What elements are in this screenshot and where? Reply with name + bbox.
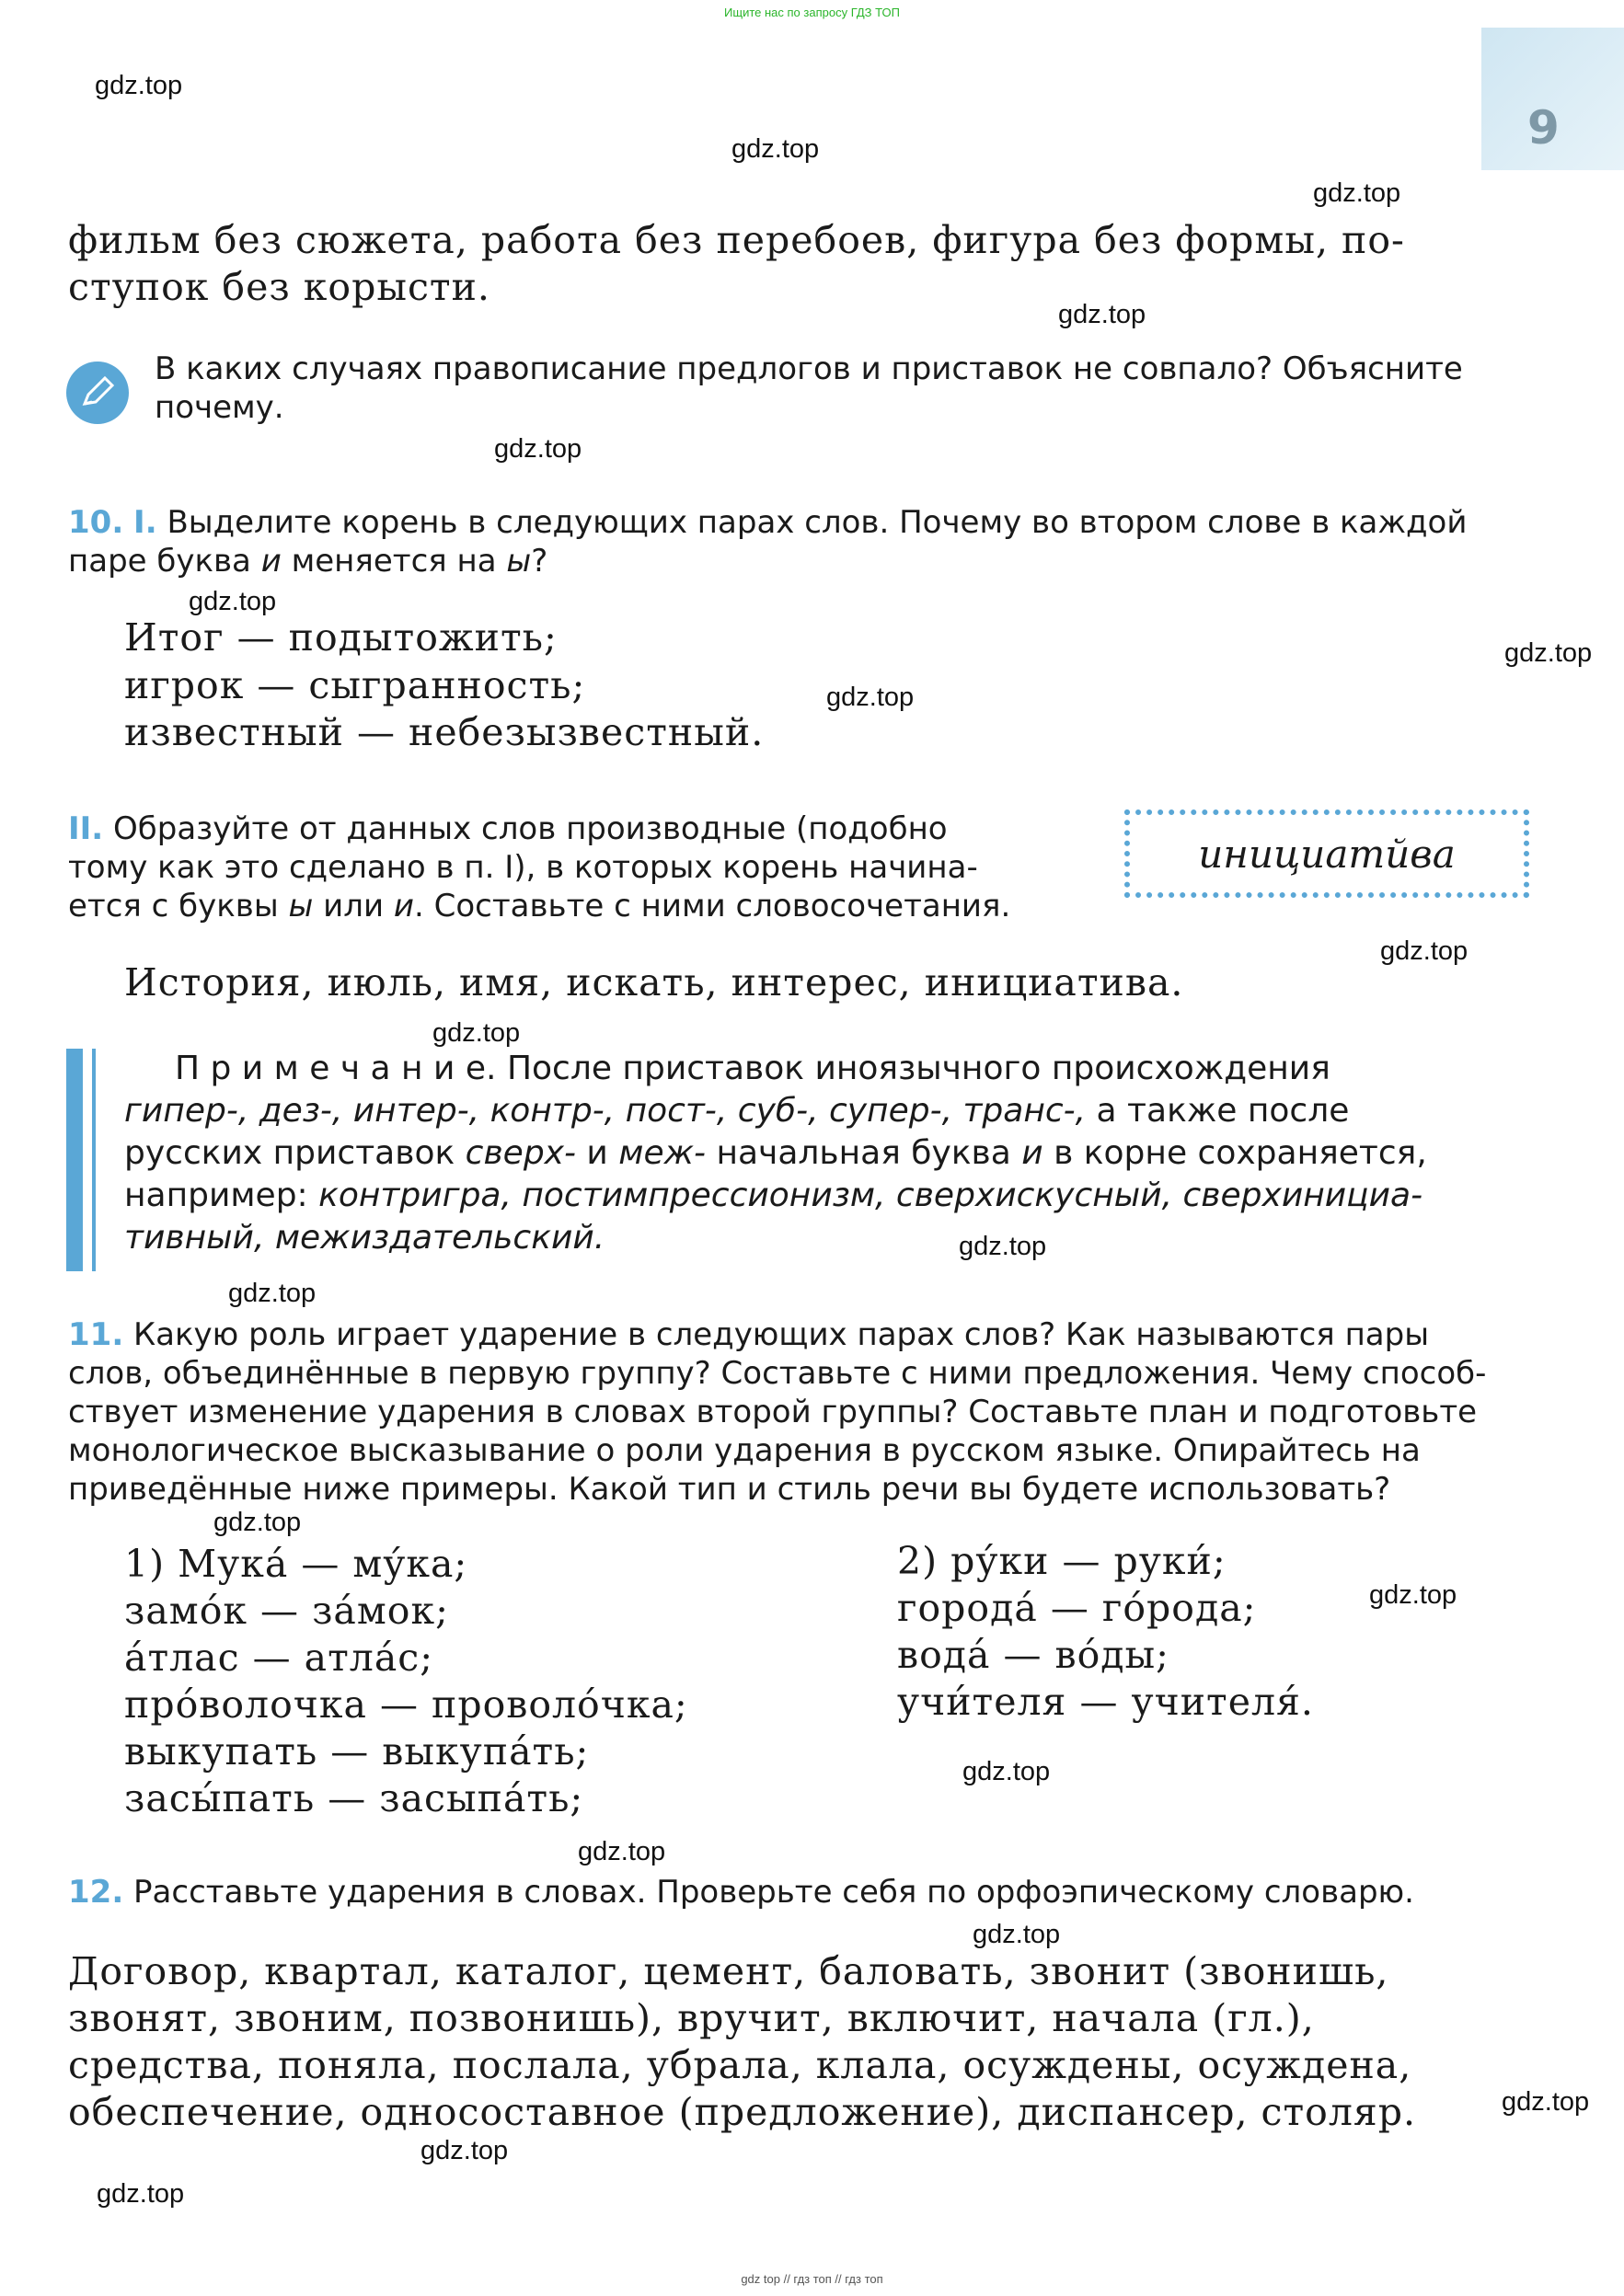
ex10-words: История, июль, имя, искать, интерес, инициатива. [124, 960, 1184, 1004]
page-number: 9 [1527, 101, 1560, 155]
vocabulary-word: инициатйва [1198, 832, 1456, 877]
intro-line: фильм без сюжета, работа без перебоев, фигура без формы, по- [68, 218, 1405, 262]
intro-line: ступок без корысти. [68, 265, 490, 309]
bottom-note: gdz top // гдз топ // гдз топ [741, 2272, 883, 2286]
watermark: gdz.top [826, 683, 915, 712]
watermark: gdz.top [731, 134, 820, 164]
ex12-line: звонят, звоним, позвонишь), вручит, включит, начала (гл.), [68, 1996, 1315, 2040]
ex11-number: 11. [68, 1316, 124, 1353]
watermark: gdz.top [962, 1757, 1051, 1786]
stress-pair: города́ — го́рода; [897, 1586, 1257, 1630]
ex10-part2-line: тому как это сделано в п. I), в которых корень начина- [68, 849, 978, 886]
stress-pair: 1) Мука́ — му́ка; [124, 1542, 468, 1586]
ex12-line: средства, поняла, послала, убрала, клала, осуждены, осуждена, [68, 2043, 1412, 2087]
note-line: русских приставок сверх- и меж- начальная буква и в корне сохраняется, [124, 1134, 1427, 1172]
question-line: почему. [155, 389, 284, 426]
ex12-line: обеспечение, односоставное (предложение), диспансер, столяр. [68, 2090, 1417, 2134]
note-line: П р и м е ч а н и е. После приставок иноязычного происхождения [175, 1050, 1330, 1087]
ex10-part2-marker: II. [68, 810, 104, 847]
watermark: gdz.top [1380, 936, 1469, 966]
ex11-line: ствует изменение ударения в словах второй группы? Составьте план и подготовьте [68, 1394, 1478, 1430]
ex10-part1-marker: I. [133, 504, 157, 541]
ex10-number: 10. [68, 504, 124, 541]
watermark: gdz.top [1502, 2087, 1590, 2117]
stress-pair: а́тлас — атла́с; [124, 1636, 434, 1680]
watermark: gdz.top [432, 1018, 521, 1048]
watermark: gdz.top [420, 2136, 509, 2165]
watermark: gdz.top [959, 1232, 1047, 1261]
word-pair: Итог — подытожить; [124, 615, 558, 660]
vocabulary-box [1124, 809, 1529, 898]
watermark: gdz.top [1504, 638, 1593, 668]
stress-pair: выкупать — выкупа́ть; [124, 1729, 590, 1774]
word-pair: игрок — сыгранность; [124, 663, 586, 707]
ex11-line: слов, объединённые в первую группу? Составьте с ними предложения. Чему способ- [68, 1355, 1487, 1392]
watermark: gdz.top [213, 1508, 302, 1537]
ex12-line: Договор, квартал, каталог, цемент, баловать, звонит (звонишь, [68, 1949, 1389, 1993]
note-bar [66, 1049, 83, 1271]
stress-pair: замо́к — за́мок; [124, 1589, 449, 1633]
watermark: gdz.top [1313, 178, 1401, 208]
watermark: gdz.top [189, 587, 277, 616]
ex10-part1-text: Выделите корень в следующих парах слов. Почему во втором слове в каждой [167, 504, 1468, 541]
watermark: gdz.top [973, 1920, 1061, 1949]
stress-pair: засы́пать — засыпа́ть; [124, 1776, 584, 1820]
note-line: тивный, межиздательский. [124, 1219, 605, 1257]
watermark: gdz.top [228, 1279, 317, 1308]
top-note: Ищите нас по запросу ГДЗ ТОП [724, 6, 900, 19]
stress-pair: про́волочка — проволо́чка; [124, 1682, 688, 1727]
ex10-part2-line: II. Образуйте от данных слов производные (подобно [68, 810, 948, 847]
question-line: В каких случаях правописание предлогов и приставок не совпало? Объясните [155, 350, 1463, 387]
watermark: gdz.top [1058, 300, 1146, 329]
ex11-line: 11. Какую роль играет ударение в следующих парах слов? Как называются пары [68, 1316, 1430, 1353]
ex11-line: приведённые ниже примеры. Какой тип и стиль речи вы будете использовать? [68, 1471, 1391, 1508]
watermark: gdz.top [494, 434, 582, 464]
ex12-number: 12. [68, 1874, 124, 1911]
watermark: gdz.top [97, 2179, 185, 2209]
stress-pair: 2) ру́ки — руки́; [897, 1539, 1227, 1583]
stress-pair: вода́ — во́ды; [897, 1633, 1169, 1677]
watermark: gdz.top [578, 1837, 666, 1866]
ex12-instruction: 12. Расставьте ударения в словах. Проверьте себя по орфоэпическому словарю. [68, 1874, 1414, 1911]
ex11-line: монологическое высказывание о роли ударения в русском языке. Опирайтесь на [68, 1432, 1421, 1469]
ex10-part2-line: ется с буквы ы или и. Составьте с ними словосочетания. [68, 888, 1011, 924]
note-label: П р и м е ч а н и е. [175, 1050, 497, 1087]
ex10-line [68, 503, 1467, 542]
word-pair: известный — небезызвестный. [124, 710, 765, 754]
pencil-icon [66, 362, 129, 424]
watermark: gdz.top [95, 71, 183, 100]
watermark: gdz.top [1369, 1580, 1457, 1610]
stress-pair: учи́теля — учителя́. [897, 1680, 1314, 1724]
note-bar-thin [92, 1049, 96, 1271]
ex10-line: паре буква и меняется на ы? [68, 543, 548, 580]
note-line: например: контригра, постимпрессионизм, сверхискусный, сверхинициа- [124, 1177, 1423, 1214]
note-line: гипер-, дез-, интер-, контр-, пост-, суб-, супер-, транс-, а также после [124, 1092, 1350, 1130]
